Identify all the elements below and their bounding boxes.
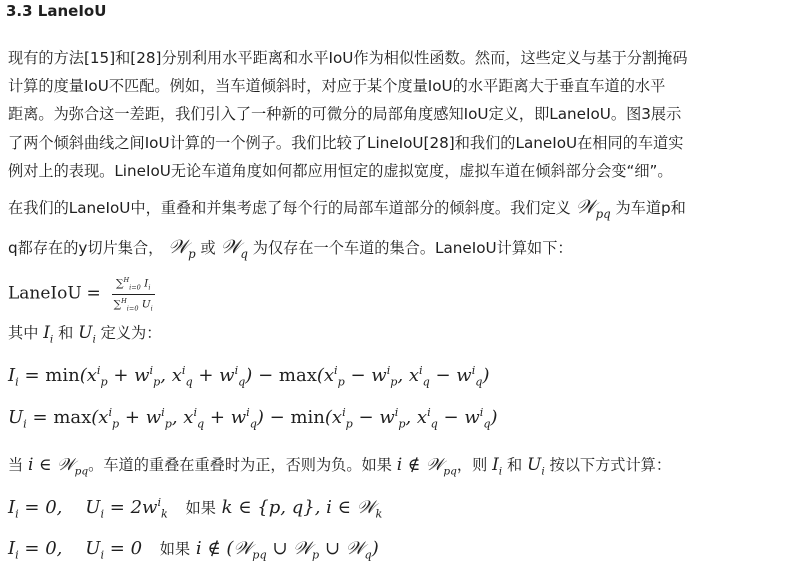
paragraph-line: 距离。为弥合这一差距，我们引入了一种新的可微分的局部角度感知IoU定义，即LaneIoU。图3展示: [8, 105, 682, 124]
case-condition: i ∉ (𝒲$_{pq}$ ∪ 𝒲$_p$ ∪ 𝒲$_q$): [195, 538, 379, 562]
paragraph-2-line-1: [8, 196, 686, 221]
text-span: 定义为：: [100, 324, 162, 342]
formula-lhs: $I_i$: [8, 365, 19, 389]
section-title: 3.3 LaneIoU: [6, 2, 107, 20]
minus-sign: −: [258, 365, 274, 386]
fraction-numerator: ∑$^H_{i=0}$ $I_i$: [112, 274, 155, 295]
paragraph-line: 例对上的表现。LineIoU无论车道角度如何都应用恒定的虚拟宽度，虚拟车道在倾斜部分会变“细”。: [8, 161, 673, 180]
fraction-denominator: ∑$^H_{i=0}$ $U_i$: [113, 296, 153, 313]
paragraph-line: 计算的度量IoU不匹配。例如，当车道倾斜时，对应于某个度量IoU的水平距离大于垂直车道的水平: [8, 77, 666, 96]
math-w-q: 𝒲$_q$: [220, 236, 248, 261]
text-span: 按以下方式计算：: [549, 456, 672, 474]
math-condition: i ∉ 𝒲$_{pq}$: [396, 455, 457, 478]
max-arguments: ($x^i_p - w^i_p$, $x^i_q - w^i_q$): [316, 364, 490, 389]
math-U-i: $U_i$: [527, 455, 545, 478]
text-span: 和: [58, 324, 74, 342]
formula-lhs: $U_i$: [8, 407, 27, 431]
math-I-i: $I_i$: [492, 455, 503, 478]
case-condition: k ∈ {p, q}, i ∈ 𝒲$_k$: [221, 497, 383, 521]
text-span: 当: [8, 456, 24, 474]
where-line: [8, 322, 161, 345]
text-span: ，则: [456, 456, 488, 474]
formula-I: [8, 364, 489, 389]
text-span: 或: [200, 239, 216, 257]
max-arguments: ($x^i_p + w^i_p$, $x^i_q + w^i_q$): [91, 406, 264, 431]
case-1: [8, 496, 382, 521]
min-operator: min: [45, 365, 80, 386]
math-w-p: 𝒲$_p$: [168, 236, 196, 261]
math-w-pq: 𝒲$_{pq}$: [575, 196, 611, 221]
text-span: 为仅存在一个车道的集合。LaneIoU计算如下：: [252, 239, 573, 257]
equals-sign: =: [32, 407, 48, 428]
condition-line: [8, 454, 671, 477]
math-U-i: $U_i$: [78, 323, 96, 346]
text-span: q都存在的y切片集合，: [8, 239, 164, 257]
case-expression: $I_i = 0$, $U_i = 0$: [8, 538, 143, 562]
max-operator: max: [278, 365, 317, 386]
max-operator: max: [53, 407, 92, 428]
min-arguments: ($x^i_p + w^i_p$, $x^i_q + w^i_q$): [79, 364, 253, 389]
paragraph-2-line-2: [8, 236, 573, 261]
if-label: 如果: [185, 499, 216, 517]
laneiou-formula: [8, 274, 155, 314]
fraction: [112, 274, 155, 314]
text-span: 其中: [8, 324, 39, 342]
min-arguments: ($x^i_p - w^i_p$, $x^i_q - w^i_q$): [324, 406, 498, 431]
formula-lhs: LaneIoU: [8, 283, 82, 304]
paragraph-1: [8, 44, 787, 185]
text-span: 为车道p和: [615, 199, 686, 217]
minus-sign: −: [269, 407, 285, 428]
paragraph-line: 现有的方法[15]和[28]分别利用水平距离和水平IoU作为相似性函数。然而，这些定义与基于分割掩码: [8, 49, 688, 67]
math-I-i: $I_i$: [43, 323, 54, 346]
case-2: [8, 538, 379, 562]
math-condition: i ∈ 𝒲$_{pq}$: [28, 455, 89, 478]
text-span: 。车道的重叠在重叠时为正，否则为负。如果: [88, 456, 392, 474]
text-span: 和: [507, 456, 523, 474]
equals-sign: =: [86, 283, 101, 304]
min-operator: min: [290, 407, 325, 428]
case-expression: $I_i = 0$, $U_i = 2w^i_k$: [8, 496, 168, 521]
equals-sign: =: [24, 365, 40, 386]
if-label: 如果: [159, 540, 191, 558]
paragraph-line: 了两个倾斜曲线之间IoU计算的一个例子。我们比较了LineIoU[28]和我们的LaneIoU在相同的车道实: [8, 133, 684, 152]
formula-U: [8, 406, 498, 431]
text-span: 在我们的LaneIoU中，重叠和并集考虑了每个行的局部车道部分的倾斜度。我们定义: [8, 199, 571, 217]
